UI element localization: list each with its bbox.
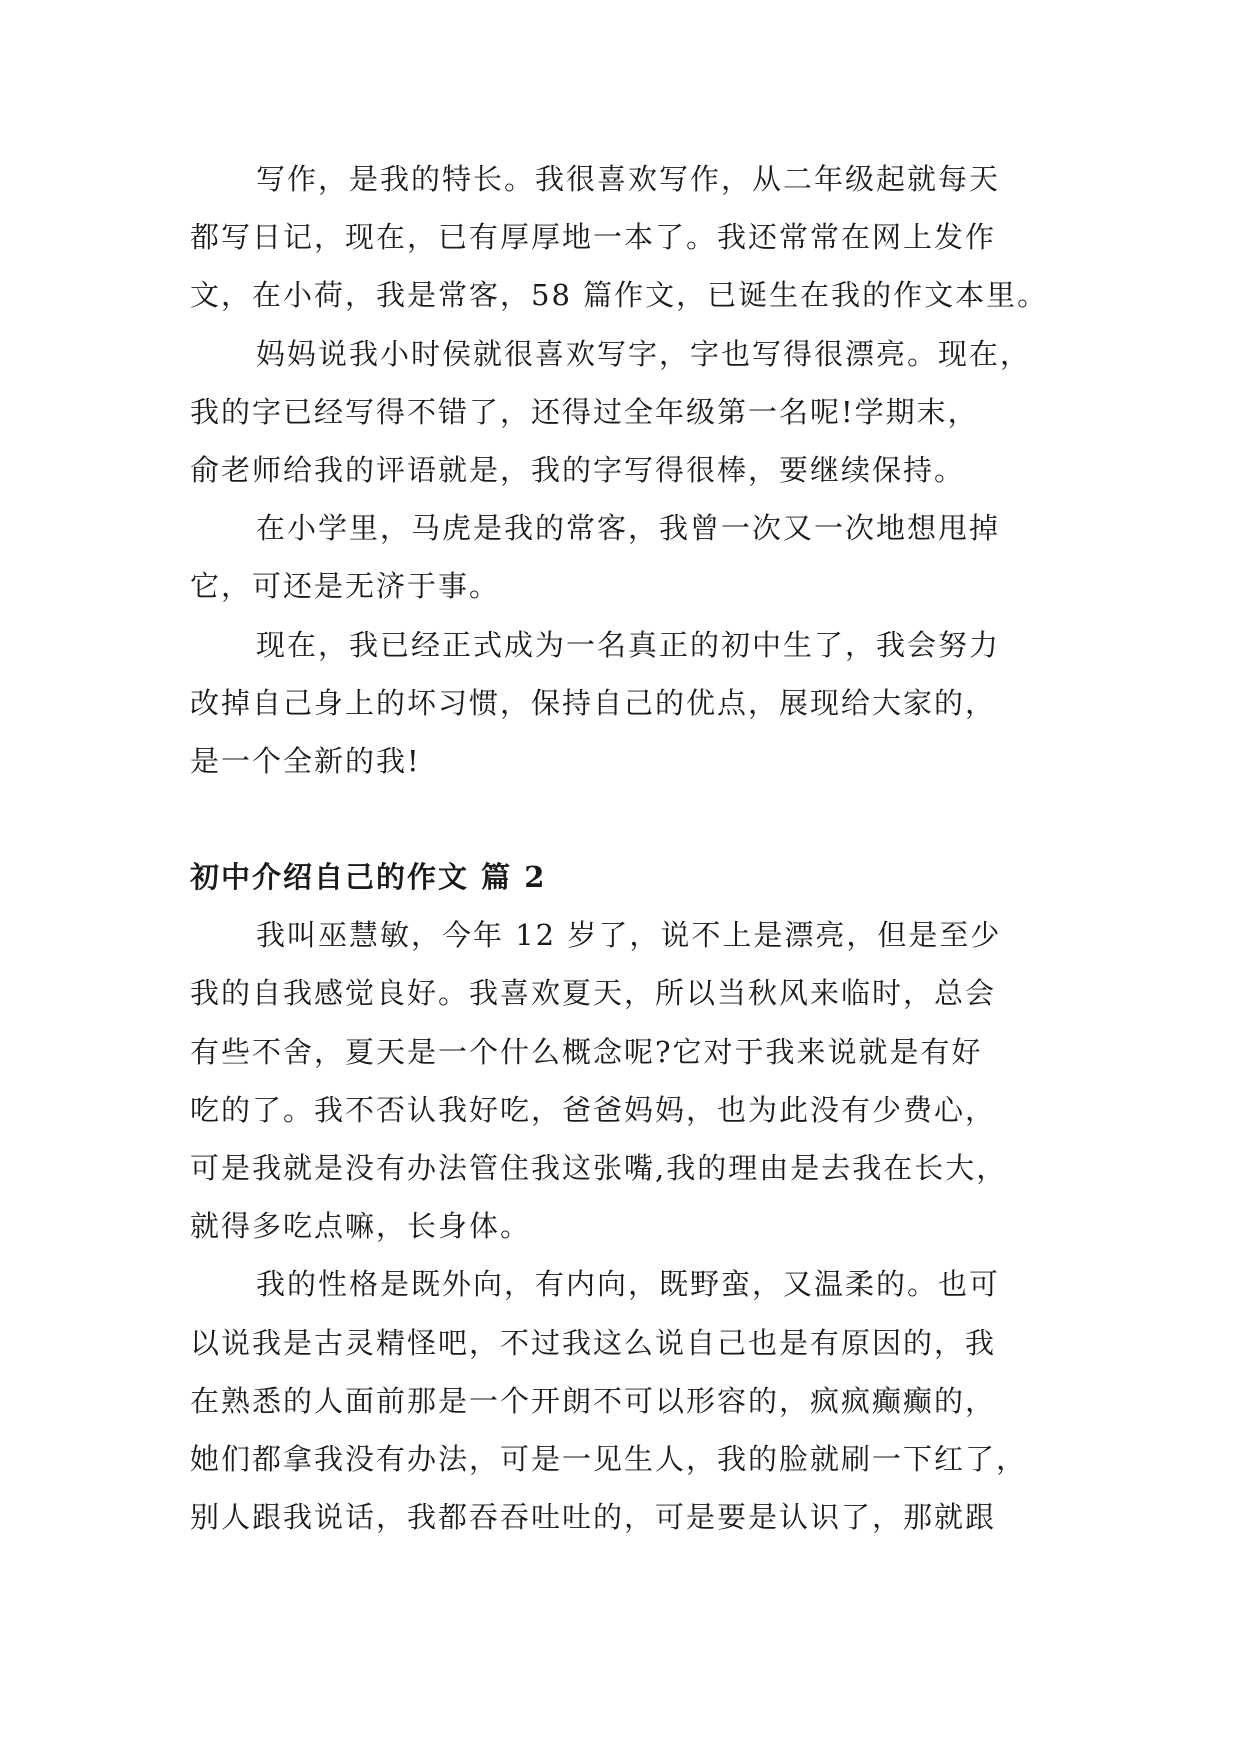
text-line: 写作，是我的特长。我很喜欢写作，从二年级起就每天 [256, 162, 1001, 196]
paragraph [190, 150, 1052, 325]
essay-section-1 [190, 150, 1052, 790]
text-line: 就得多吃点嘛，长身体。 [190, 1209, 532, 1244]
text-line: 改掉自己身上的坏习惯，保持自己的优点，展现给大家的， [190, 685, 997, 720]
text-line: 别人跟我说话，我都吞吞吐吐的，可是要是认识了，那就跟 [190, 1500, 997, 1535]
text-line: 可是我就是没有办法管住我这张嘴,我的理由是去我在长大， [190, 1151, 1008, 1186]
text-line: 都写日记，现在，已有厚厚地一本了。我还常常在网上发作 [190, 220, 997, 255]
text-line: 现在，我已经正式成为一名真正的初中生了，我会努力 [256, 627, 1001, 662]
text-line: 我的自我感觉良好。我喜欢夏天，所以当秋风来临时，总会 [190, 976, 997, 1011]
text-line: 在熟悉的人面前那是一个开朗不可以形容的，疯疯癫癫的， [190, 1383, 997, 1418]
text-line: 有些不舍，夏天是一个什么概念呢?它对于我来说就是有好 [190, 1034, 983, 1069]
text-line: 以说我是古灵精怪吧，不过我这么说自己也是有原因的，我 [190, 1325, 997, 1360]
text-line: 在小学里，马虎是我的常客，我曾一次又一次地想甩掉 [256, 511, 1001, 546]
text-line: 妈妈说我小时侯就很喜欢写字，字也写得很漂亮。现在， [256, 336, 1032, 371]
text-line: 文，在小荷，我是常客，58 篇作文，已诞生在我的作文本里。 [190, 278, 1049, 313]
paragraph [190, 616, 1052, 791]
text-line: 她们都拿我没有办法，可是一见生人，我的脸就刷一下红了， [190, 1442, 1028, 1477]
text-line: 我叫巫慧敏，今年 12 岁了，说不上是漂亮，但是至少 [256, 918, 1002, 953]
text-line: 它，可还是无济于事。 [190, 569, 501, 604]
paragraph [190, 499, 1052, 615]
text-line: 俞老师给我的评语就是，我的字写得很棒，要继续保持。 [190, 453, 966, 488]
paragraph [190, 325, 1052, 500]
essay-section-2 [190, 906, 1052, 1546]
paragraph [190, 1255, 1052, 1546]
text-line: 是一个全新的我! [190, 744, 421, 779]
text-line: 吃的了。我不否认我好吃，爸爸妈妈，也为此没有少费心， [190, 1092, 997, 1127]
text-line: 我的性格是既外向，有内向，既野蛮，又温柔的。也可 [256, 1267, 1001, 1302]
section-spacer [190, 790, 1052, 848]
document-page [190, 150, 1052, 1546]
text-line: 我的字已经写得不错了，还得过全年级第一名呢!学期末， [190, 394, 979, 429]
paragraph [190, 906, 1052, 1255]
section-heading: 初中介绍自己的作文 篇 2 [190, 860, 547, 895]
